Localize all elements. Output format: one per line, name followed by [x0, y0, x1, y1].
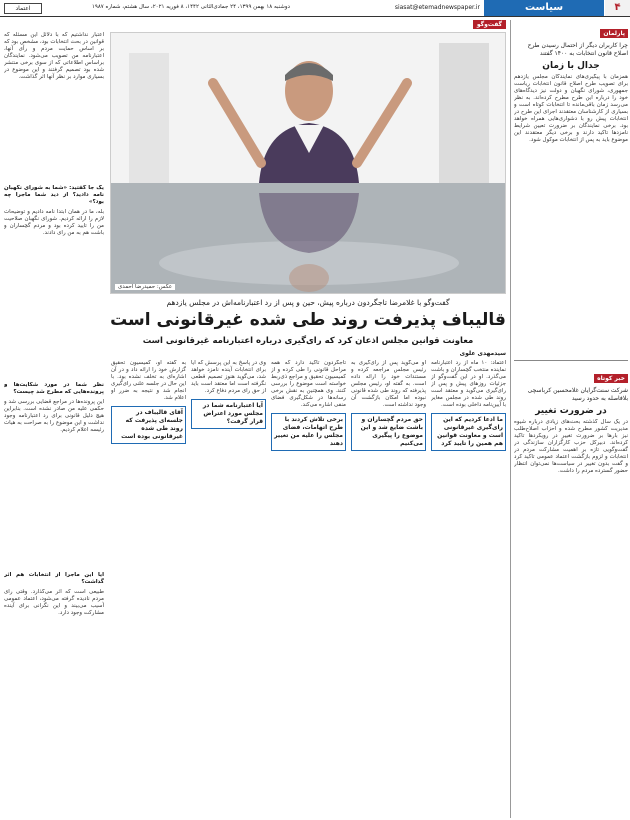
interview-photo-illustration — [110, 33, 505, 294]
left-question-3: آیا این ماجرا از انتخابات هم اثر گذاشت؟ — [4, 572, 104, 585]
pull-quote-4: آیا اعتبارنامه شما در مجلس مورد اعتراض قرار گرفت؟ — [191, 399, 266, 429]
left-question-1: یک جا گفتید: «شما به شورای نگهبان نامه دادید؟ از دید شما ماجرا چه بود؟» — [4, 185, 104, 205]
left-column-text-1: اعتبار نداشتیم که با دلائل این مسئله که قوانین در بحث انتخابات بود، مشخص بود که بر اساس حمایت مردم و رأی آنها، اعتبارنامه من تصویب می‌شود. نمایندگان براساس اطلاعاتی که از سوی برخی منتشر شده بود تصمیم گرفتند و این موضوع در بسیاری موارد بر نظر آنها اثر گذاشت. — [4, 32, 104, 80]
pull-quote-5: آقای قالیباف در جلسه‌ای پذیرفت که روند طی شده غیرقانونی بوده است — [111, 406, 186, 444]
article-headline: قالیباف پذیرفت روند طی شده غیرقانونی است — [110, 310, 506, 330]
section-email: siasat@etemadnewspaper.ir — [394, 4, 480, 11]
body-column-5-text: به گفته او، کمیسیون تحقیق گزارش خود را ارائه داد و در آن اشاره‌ای به تخلف نشده بود. با این حال در جلسه علنی رای‌گیری انجام شد و نتیجه به ضرر او اعلام شد. — [111, 360, 186, 401]
sidebar-text-2: در یک سال گذشته بحث‌های زیادی درباره شیوه مدیریت کشور مطرح شده و احزاب اصلاح‌طلب نیز بارها بر ضرورت تغییر در رویکردها تاکید کرده‌اند. دبیرکل حزب کارگزاران سازندگی در گفت‌وگویی تازه بر اهمیت مشارکت مردم در انتخابات و لزوم بازگشت اعتماد عمومی تاکید کرد و گفت بدون تغییر در سیاست‌ها نمی‌توان انتظار حضور گسترده مردم را داشت. — [514, 419, 628, 474]
article-tag: گفت‌وگو — [473, 20, 506, 29]
body-column-2 — [351, 360, 426, 818]
left-column-text-4: طبیعی است که اثر می‌گذارد. وقتی رای مردم نادیده گرفته می‌شود، اعتماد عمومی آسیب می‌بیند و این نگرانی برای آینده مشارکت وجود دارد. — [4, 589, 104, 616]
page-number: ۴ — [605, 0, 630, 16]
article-byline: سیدمهدی علوی — [459, 350, 506, 357]
sidebar-divider — [514, 360, 628, 361]
article-subhead: معاونت قوانین مجلس اذعان کرد که رای‌گیری درباره اعتبارنامه غیرقانونی است — [142, 336, 474, 346]
interview-photo — [110, 32, 506, 294]
main-article — [4, 20, 506, 818]
sidebar-kicker-2: شرکت سنت‌گرایان غلامحسین کرباسچی بلافاصله به حدود رسید — [527, 387, 628, 402]
body-column-2-text: او می‌گوید پس از رای‌گیری به رئیس مجلس مراجعه کرده و مستندات خود را ارائه داده است. به گفته او، رئیس مجلس پذیرفته که روند طی شده قانونی نبوده اما امکان بازگشت آن وجود نداشته است. — [351, 360, 426, 408]
sidebar — [510, 20, 628, 818]
article-kicker: گفت‌و‌گو با غلامرضا تاجگردون درباره پیش، حین و پس از رد اعتبارنامه‌اش در مجلس یازدهم — [166, 298, 450, 307]
newspaper-logo: اعتماد — [4, 3, 42, 14]
body-column-3 — [271, 360, 346, 818]
body-column-1 — [431, 360, 506, 818]
body-column-5 — [111, 360, 186, 818]
body-column-4-text: وی در پاسخ به این پرسش که آیا برای انتخابات آینده نامزد خواهد شد، می‌گوید هنوز تصمیم قطعی نگرفته است اما معتقد است باید از حق رای مردم دفاع کرد. — [191, 360, 266, 394]
sidebar-text-1: همزمان با پیگیری‌های نمایندگان مجلس یازدهم برای تصویب طرح اصلاح قانون انتخابات ریاست جمهوری، شورای نگهبان و دولت نیز دیدگاه‌های خود را درباره این طرح مطرح کرده‌اند. به نظر می‌رسد زمان باقی‌مانده تا انتخابات کوتاه است و بسیاری از کارشناسان معتقدند اجرای این طرح در انتخابات پیش رو با دشواری‌هایی همراه خواهد بود. برخی نمایندگان بر ضرورت تعیین شرایط نامزدها تاکید دارند و برخی دیگر معتقدند این موضوع باید به پس از انتخابات موکول شود. — [514, 74, 628, 143]
sidebar-title-1: جدال با زمان — [542, 61, 600, 71]
page-header — [0, 0, 630, 17]
sidebar-title-2: در ضرورت تغییر — [535, 406, 607, 416]
pull-quote-1: ما ادعا کردیم که این رای‌گیری غیرقانونی است و معاونت قوانین هم همین را تایید کرد — [431, 413, 506, 451]
left-column-text-3: این پرونده‌ها در مراجع قضایی بررسی شد و حکمی علیه من صادر نشده است. بنابراین هیچ دلیل قانونی برای رد اعتبارنامه وجود نداشت و این موضوع را به صراحت به هیات رئیسه اعلام کردیم. — [4, 399, 104, 433]
pull-quote-3: برخی تلاش کردند با طرح اتهامات، فضای مجلس را علیه من تغییر دهند — [271, 413, 346, 451]
body-column-1-text: اعتماد: ۱۰ ماه از رد اعتبارنامه نماینده منتخب گچساران و باشت می‌گذرد. او در این گفت‌وگو از جزئیات روزهای پیش و پس از رای‌گیری می‌گوید و معتقد است روند طی شده در مجلس مغایر با آیین‌نامه داخلی بوده است. — [431, 360, 506, 408]
sidebar-tag-parliament: پارلمان — [600, 29, 628, 38]
pull-quote-2: حق مردم گچساران و باشت ضایع شد و این موضوع را پیگیری می‌کنیم — [351, 413, 426, 451]
body-column-3-text: تاجگردون تاکید دارد که همه مراحل قانونی را طی کرده و از کمیسیون تحقیق و مراجع ذی‌ربط خواسته است موضوع را بررسی کنند. وی همچنین به نقش برخی رسانه‌ها در شکل‌گیری فضای منفی اشاره می‌کند. — [271, 360, 346, 408]
left-column-text-2: بله، ما در همان ابتدا نامه دادیم و توضیحات لازم را ارائه کردیم. شورای نگهبان صلاحیت من را تایید کرده بود و مردم گچساران و باشت هم به من رای دادند. — [4, 209, 104, 236]
body-column-4 — [191, 360, 266, 818]
date-line: دوشنبه ۱۸ بهمن ۱۳۹۹، ۲۴ جمادی‌الثانی ۱۴۴۲، ۸ فوریه ۲۰۲۱، سال هشتم، شماره ۱۹۸۷ — [91, 4, 290, 10]
photo-credit: عکس: حمیدرضا احمدی — [115, 284, 175, 290]
left-column — [4, 32, 104, 818]
sidebar-tag-short-news: خبر کوتاه — [594, 374, 628, 383]
section-label: سیاست — [484, 0, 604, 16]
sidebar-kicker-1: چرا کاربران دیگر از احتمال رسیدن طرح اصلاح قانون انتخابات به ۱۴۰۰ گفتند — [527, 42, 628, 57]
left-question-2: نظر شما در مورد شکایت‌ها و پرونده‌هایی که مطرح شد چیست؟ — [4, 382, 104, 395]
article-body — [110, 360, 506, 818]
